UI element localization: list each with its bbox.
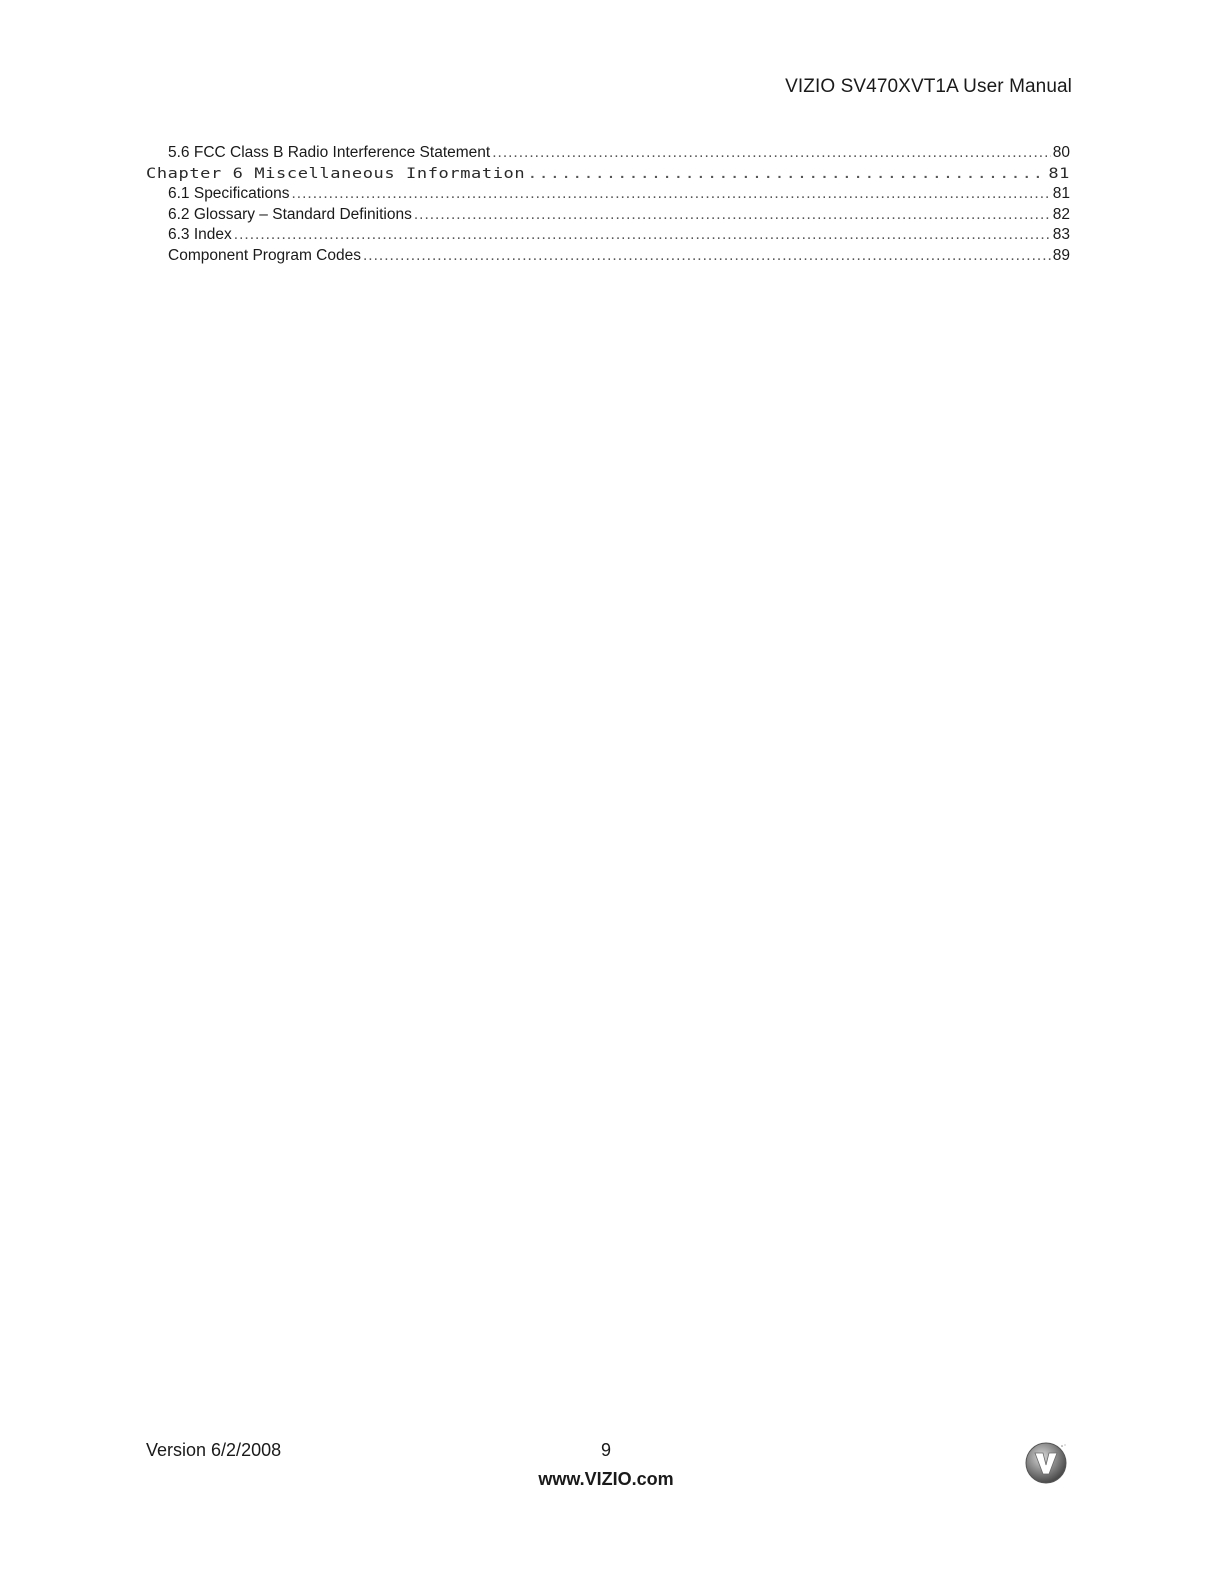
toc-leader-dots [234,225,1051,246]
toc-entry-page: 81 [1048,165,1070,182]
toc-entry-label: 6.3 Index [168,226,232,244]
toc-entry-page: 82 [1052,205,1070,223]
toc-entry-label: Component Program Codes [168,246,361,264]
footer-version: Version 6/2/2008 [146,1440,282,1460]
toc-leader-dots [363,246,1051,267]
toc-leader-dots [492,143,1051,164]
toc-leader-dots [527,165,1046,182]
toc-entry-page: 83 [1052,226,1070,244]
toc-entry-label: Chapter 6 Miscellaneous Information [146,165,526,182]
vizio-v-logo-icon [1024,1441,1068,1485]
toc-entry-label: 6.2 Glossary – Standard Definitions [168,205,412,223]
toc-entry-page: 80 [1052,144,1070,161]
toc-entry-component-program-codes[interactable] [146,246,1070,267]
toc-entry-glossary[interactable] [146,205,1070,226]
toc-entry-fcc-statement[interactable] [146,143,1070,164]
toc-entry-specifications[interactable] [146,184,1070,205]
footer-url[interactable]: www.VIZIO.com [538,1469,674,1489]
table-of-contents [146,143,1070,267]
toc-entry-page: 81 [1052,185,1070,203]
toc-entry-chapter-6[interactable] [146,165,1070,182]
footer-page-number: 9 [600,1440,611,1460]
toc-entry-page: 89 [1052,246,1070,264]
page-header-title: VIZIO SV470XVT1A User Manual [785,76,1072,97]
toc-leader-dots [414,205,1051,226]
toc-leader-dots [292,184,1051,205]
toc-entry-index[interactable] [146,225,1070,246]
toc-entry-label: 6.1 Specifications [168,185,290,203]
toc-entry-label: 5.6 FCC Class B Radio Interference Statement [168,144,491,161]
